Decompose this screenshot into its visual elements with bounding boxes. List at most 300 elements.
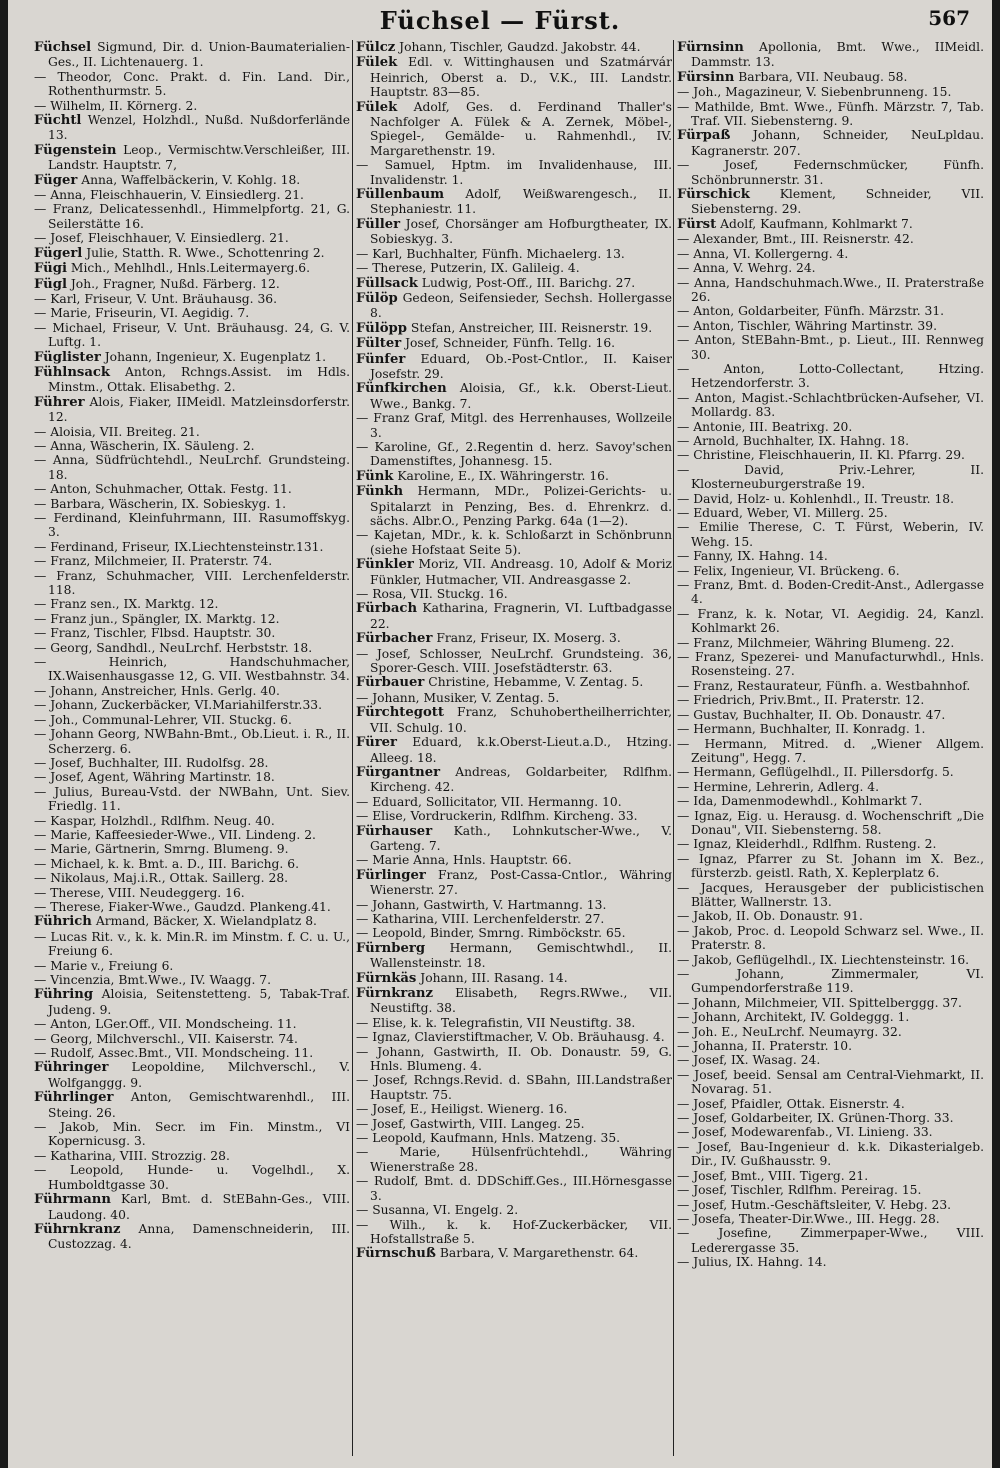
directory-entry: [677, 636, 984, 650]
page-number: 567: [928, 6, 970, 30]
entry-surname: Führmann: [34, 1192, 111, 1208]
entry-surname: Fülek: [356, 55, 398, 71]
entry-text: — Anna, VI. Kollergerng. 4.: [677, 246, 849, 261]
entry-text: — Jakob, Proc. d. Leopold Schwarz sel. Wwe., II. Praterstr. 8.: [677, 923, 984, 953]
directory-entry: [356, 1102, 672, 1116]
directory-entry: [34, 569, 350, 598]
entry-text: — Josef, Gastwirth, VIII. Langeg. 25.: [356, 1116, 585, 1131]
entry-text: — Franz, Milchmeier, Währing Blumeng. 22.: [677, 635, 955, 650]
directory-entry: [356, 1117, 672, 1131]
directory-entry: [356, 691, 672, 705]
entry-text: Edl. v. Wittinghausen und Szatmárvár Heinrich, Oberst a. D., V.K., III. Landstr. Hauptstr. 83—85.: [370, 55, 672, 100]
directory-entry: [677, 1212, 984, 1226]
entry-text: Franz, Post-Cassa-Cntlor., Währing Wienerstr. 27.: [370, 867, 672, 898]
directory-entry: [356, 1045, 672, 1074]
directory-entry: [677, 319, 984, 333]
directory-entry: [356, 484, 672, 528]
directory-entry: [34, 814, 350, 828]
entry-surname: Füchtl: [34, 113, 82, 129]
directory-entry: [34, 497, 350, 511]
column-divider: [352, 40, 353, 1456]
entry-text: — Barbara, Wäscherin, IX. Sobieskyg. 1.: [34, 496, 286, 511]
directory-entry: [677, 506, 984, 520]
directory-entry: [356, 40, 672, 55]
directory-entry: [356, 941, 672, 971]
entry-surname: Führnkranz: [34, 1221, 121, 1237]
entry-text: — Karl, Friseur, V. Unt. Bräuhausg. 36.: [34, 291, 278, 306]
directory-entry: [356, 158, 672, 187]
entry-surname: Fürschick: [677, 187, 750, 203]
column-divider: [673, 40, 674, 1456]
entry-text: — David, Holz- u. Kohlenhdl., II. Treustr. 18.: [677, 491, 955, 506]
directory-entry: [677, 650, 984, 679]
directory-entry: [677, 1226, 984, 1255]
entry-text: Johann, III. Rasang. 14.: [420, 970, 568, 985]
entry-surname: Fürlinger: [356, 867, 426, 883]
entry-text: Johann, Tischler, Gaudzd. Jakobstr. 44.: [399, 40, 641, 54]
directory-entry: [677, 967, 984, 996]
directory-entry: [34, 713, 350, 727]
directory-entry: [677, 40, 984, 70]
entry-text: — Josef, beeid. Sensal am Central-Viehmarkt, II. Novarag. 51.: [677, 1067, 984, 1097]
directory-entry: [34, 1032, 350, 1046]
entry-text: — Heinrich, Handschuhmacher, IX.Waisenhausgasse 12, G. VII. Westbahnstr. 34.: [34, 655, 350, 684]
entry-text: — Marie v., Freiung 6.: [34, 958, 174, 973]
directory-entry: [356, 411, 672, 440]
directory-entry: [356, 528, 672, 557]
entry-text: — Joh., Magazineur, V. Siebenbrunneng. 15.: [677, 85, 952, 100]
entry-text: — Josef, IX. Wasag. 24.: [677, 1053, 821, 1068]
entry-text: Anton, Gemischtwarenhdl., III. Steing. 26.: [48, 1090, 350, 1120]
entry-text: Adolf, Weißwarengesch., II. Stephaniestr. 11.: [370, 187, 672, 217]
entry-text: — Therese, VIII. Neudeggerg. 16.: [34, 885, 245, 900]
entry-text: — Josefine, Zimmerpaper-Wwe., VIII. Lederergasse 35.: [677, 1226, 984, 1255]
entry-text: Andreas, Goldarbeiter, Rdlfhm. Kircheng. 42.: [370, 764, 672, 795]
entry-surname: Fürgantner: [356, 764, 441, 780]
directory-entry: [34, 973, 350, 987]
entry-text: — Elise, k. k. Telegrafistin, VII Neustiftg. 38.: [356, 1015, 636, 1030]
entry-text: — Ignaz, Pfarrer zu St. Johann im X. Bez., fürsterzb. geistl. Rath, X. Keplerplatz 6.: [677, 851, 984, 881]
entry-surname: Füchsel: [34, 40, 92, 55]
entry-surname: Fülek: [356, 99, 398, 115]
directory-entry: [356, 247, 672, 261]
entry-text: Joh., Fragner, Nußd. Färberg. 12.: [70, 276, 280, 291]
entry-text: — Franz, Tischler, Flbsd. Hauptstr. 30.: [34, 626, 276, 641]
entry-surname: Fügerl: [34, 245, 83, 261]
entry-text: — Josef, Fleischhauer, V. Einsiedlerg. 21.: [34, 231, 289, 246]
directory-entry: [677, 765, 984, 779]
entry-text: — Josef, Tischler, Rdlfhm. Pereirag. 15.: [677, 1183, 922, 1198]
directory-entry: [677, 1169, 984, 1183]
entry-surname: Fühlnsack: [34, 364, 111, 380]
directory-entry: [34, 785, 350, 814]
entry-surname: Fürnsinn: [677, 40, 744, 55]
entry-text: — Susanna, VI. Engelg. 2.: [356, 1203, 519, 1218]
directory-entry: [34, 1120, 350, 1149]
entry-text: — Anton, StEBahn-Bmt., p. Lieut., III. Rennweg 30.: [677, 333, 984, 362]
directory-entry: [34, 871, 350, 885]
directory-entry: [34, 1046, 350, 1060]
entry-text: — Johann, Gastwirth, V. Hartmanng. 13.: [356, 897, 607, 912]
directory-entry: [34, 350, 350, 365]
entry-surname: Füllenbaum: [356, 187, 445, 203]
entry-text: — Rosa, VII. Stuckg. 16.: [356, 587, 508, 602]
entry-text: Adolf, Kaufmann, Kohlmarkt 7.: [720, 216, 913, 231]
entry-text: — Leopold, Binder, Smrng. Rimböckstr. 65.: [356, 926, 626, 941]
entry-text: Franz, Friseur, IX. Moserg. 3.: [436, 631, 621, 646]
entry-surname: Fünkh: [356, 484, 404, 500]
entry-text: — Rudolf, Assec.Bmt., VII. Mondscheing. 11.: [34, 1046, 314, 1061]
directory-entry: [34, 886, 350, 900]
entry-text: Alois, Fiaker, IIMeidl. Matzleinsdorferstr. 12.: [48, 394, 350, 425]
entry-surname: Fünfkirchen: [356, 381, 447, 397]
directory-entry: [356, 1246, 672, 1261]
directory-entry: [34, 70, 350, 99]
entry-text: — Karl, Buchhalter, Fünfh. Michaelerg. 13.: [356, 246, 625, 261]
directory-entry: [34, 857, 350, 871]
entry-text: — Eduard, Weber, VI. Millerg. 25.: [677, 506, 888, 520]
entry-text: — Anton, Schuhmacher, Ottak. Festg. 11.: [34, 482, 292, 497]
directory-entry: [677, 128, 984, 158]
directory-entry: [677, 1183, 984, 1197]
entry-text: — Karoline, Gf., 2.Regentin d. herz. Savoy'schen Damenstiftes, Johannesg. 15.: [356, 439, 672, 469]
entry-text: — Hermann, Mitred. d. „Wiener Allgem. Zeitung", Hegg. 7.: [677, 736, 984, 765]
directory-entry: [34, 914, 350, 929]
directory-entry: [356, 971, 672, 986]
entry-text: — Josef, Buchhalter, III. Rudolfsg. 28.: [34, 755, 269, 770]
directory-entry: [677, 1068, 984, 1097]
directory-entry: [356, 601, 672, 631]
entry-text: Johann, Schneider, NeuLpldau. Kagranerstr. 207.: [691, 128, 984, 158]
directory-entry: [677, 578, 984, 607]
directory-columns: [34, 40, 984, 1460]
entry-text: — Anton, LGer.Off., VII. Mondscheing. 11.: [34, 1017, 297, 1032]
directory-entry: [34, 959, 350, 973]
directory-entry: [356, 868, 672, 898]
entry-text: Anna, Damenschneiderin, III. Custozzag. 4.: [48, 1221, 350, 1252]
entry-text: — Mathilde, Bmt. Wwe., Fünfh. Märzstr. 7, Tab. Traf. VII. Siebensterng. 9.: [677, 99, 984, 129]
directory-entry: [34, 1163, 350, 1192]
entry-text: — Kajetan, MDr., k. k. Schloßarzt in Schönbrunn (siehe Hofstaat Seite 5).: [356, 528, 672, 557]
directory-entry: [356, 336, 672, 351]
entry-text: — Marie, Friseurin, VI. Aegidig. 7.: [34, 306, 250, 321]
entry-text: — Josef, Bau-Ingenieur d. k.k. Dikasterialgeb. Dir., IV. Gußhausstr. 9.: [677, 1139, 984, 1169]
entry-text: Aloisia, Seitenstetteng. 5, Tabak-Traf. Judeng. 9.: [48, 987, 350, 1017]
directory-entry: [34, 987, 350, 1017]
entry-text: — Josefa, Theater-Dir.Wwe., III. Hegg. 28.: [677, 1211, 940, 1226]
directory-entry: [34, 511, 350, 540]
directory-entry: [356, 217, 672, 247]
directory-entry: [356, 557, 672, 587]
entry-text: — Jakob, Geflügelhdl., IX. Liechtensteinstr. 16.: [677, 952, 970, 967]
directory-entry: [356, 187, 672, 217]
entry-text: — Johann Georg, NWBahn-Bmt., Ob.Lieut. i. R., II. Scherzerg. 6.: [34, 727, 350, 756]
directory-entry: [677, 909, 984, 923]
entry-surname: Führer: [34, 394, 85, 410]
entry-text: — Leopold, Kaufmann, Hnls. Matzeng. 35.: [356, 1131, 621, 1146]
entry-surname: Fürbacher: [356, 631, 433, 647]
entry-surname: Führlinger: [34, 1090, 114, 1106]
directory-entry: [34, 626, 350, 640]
entry-text: — Ignaz, Kleiderhdl., Rdlfhm. Rusteng. 2.: [677, 837, 937, 852]
directory-entry: [677, 852, 984, 881]
directory-entry: [356, 440, 672, 469]
entry-text: — Georg, Milchverschl., VII. Kaiserstr. 74.: [34, 1031, 298, 1046]
entry-text: — Samuel, Hptm. im Invalidenhause, III. Invalidenstr. 1.: [356, 158, 672, 187]
directory-entry: [356, 675, 672, 690]
column-1: [34, 40, 350, 1460]
directory-entry: [34, 40, 350, 70]
column-2: [356, 40, 672, 1460]
directory-entry: [677, 100, 984, 129]
entry-text: — Arnold, Buchhalter, IX. Hahng. 18.: [677, 433, 909, 448]
entry-text: Elisabeth, Regrs.RWwe., VII. Neustiftg. 38.: [370, 986, 672, 1016]
directory-entry: [677, 276, 984, 305]
directory-entry: [34, 1192, 350, 1222]
entry-text: Josef, Chorsänger am Hofburgtheater, IX. Sobieskyg. 3.: [370, 216, 672, 247]
entry-text: — Kaspar, Holzhdl., Rdlfhm. Neug. 40.: [34, 813, 275, 828]
directory-entry: [677, 1198, 984, 1212]
directory-entry: [34, 321, 350, 350]
entry-text: Barbara, V. Margarethenstr. 64.: [439, 1246, 639, 1261]
entry-surname: Fünkler: [356, 557, 414, 573]
entry-text: — Lucas Rit. v., k. k. Min.R. im Minstm. f. C. u. U., Freiung 6.: [34, 929, 350, 959]
entry-text: Kath., Lohnkutscher-Wwe., V. Garteng. 7.: [370, 823, 672, 853]
directory-entry: [677, 1125, 984, 1139]
entry-surname: Füglister: [34, 349, 101, 365]
entry-surname: Füller: [356, 216, 401, 232]
entry-text: Hermann, Gemischtwhdl., II. Wallensteinstr. 18.: [370, 940, 672, 971]
directory-entry: [356, 469, 672, 484]
entry-surname: Fürnschuß: [356, 1246, 436, 1262]
entry-text: — Alexander, Bmt., III. Reisnerstr. 42.: [677, 232, 914, 247]
entry-text: Wenzel, Holzhdl., Nußd. Nußdorferlände 13.: [48, 113, 350, 143]
directory-entry: [34, 453, 350, 482]
entry-text: Josef, Schneider, Fünfh. Tellg. 16.: [405, 336, 616, 351]
directory-entry: [356, 705, 672, 735]
entry-text: Moriz, VII. Andreasg. 10, Adolf & Moriz Fünkler, Hutmacher, VII. Andreasgasse 2.: [370, 557, 672, 587]
directory-entry: [34, 698, 350, 712]
entry-text: — Johann, Anstreicher, Hnls. Gerlg. 40.: [34, 683, 280, 698]
entry-text: — Josef, Bmt., VIII. Tigerg. 21.: [677, 1168, 869, 1183]
entry-text: — Josef, Hutm.-Geschäftsleiter, V. Hebg. 23.: [677, 1197, 952, 1212]
directory-entry: [677, 85, 984, 99]
entry-text: — Anna, Wäscherin, IX. Säuleng. 2.: [34, 438, 255, 453]
directory-entry: [677, 333, 984, 362]
entry-text: — Johann, Milchmeier, VII. Spittelberggg. 37.: [677, 995, 962, 1010]
entry-text: — Antonie, III. Beatrixg. 20.: [677, 419, 853, 434]
entry-text: — Anna, Südfrüchtehdl., NeuLrchf. Grundsteing. 18.: [34, 453, 350, 482]
entry-surname: Fürchtegott: [356, 705, 444, 721]
directory-entry: [677, 1097, 984, 1111]
entry-text: — Johann, Zimmermaler, VI. Gumpendorferstraße 119.: [677, 967, 984, 996]
entry-surname: Führich: [34, 914, 92, 930]
directory-entry: [34, 756, 350, 770]
entry-text: — Marie, Hülsenfrüchtehdl., Währing Wienerstraße 28.: [356, 1145, 672, 1174]
entry-text: — Ida, Damenmodewhdl., Kohlmarkt 7.: [677, 794, 923, 809]
directory-entry: [356, 352, 672, 382]
entry-text: Leop., Vermischtw.Verschleißer, III. Landstr. Hauptstr. 7,: [48, 142, 350, 173]
entry-surname: Fürsinn: [677, 69, 735, 85]
directory-entry: [356, 55, 672, 99]
entry-text: — Franz jun., Spängler, IX. Marktg. 12.: [34, 611, 280, 626]
directory-entry: [677, 708, 984, 722]
directory-entry: [34, 113, 350, 143]
directory-entry: [34, 439, 350, 453]
entry-text: Sigmund, Dir. d. Union-Baumaterialien-Ges., II. Lichtenauerg. 1.: [48, 40, 350, 70]
directory-entry: [677, 996, 984, 1010]
directory-page: [8, 0, 992, 1468]
entry-surname: Fürnkäs: [356, 970, 417, 986]
entry-text: — Josef, Modewarenfab., VI. Linieng. 33.: [677, 1125, 933, 1140]
entry-text: — Michael, Friseur, V. Unt. Bräuhausg. 24, G. V. Luftg. 1.: [34, 320, 350, 350]
entry-surname: Fürst: [677, 216, 717, 232]
entry-text: — Josef, Goldarbeiter, IX. Grünen-Thorg. 33.: [677, 1111, 954, 1126]
entry-text: Franz, Schuhobertheilherrichter, VII. Schulg. 10.: [370, 705, 672, 735]
entry-text: Ludwig, Post-Off., III. Barichg. 27.: [421, 275, 636, 290]
entry-text: — Christine, Fleischhauerin, II. Kl. Pfarrg. 29.: [677, 448, 965, 463]
entry-text: — Franz, k. k. Notar, VI. Aegidig. 24, Kanzl. Kohlmarkt 26.: [677, 606, 984, 636]
entry-text: — Franz, Delicatessenhdl., Himmelpfortg. 21, G. Seilerstätte 16.: [34, 202, 350, 231]
entry-text: — Wilhelm, II. Körnerg. 2.: [34, 98, 198, 113]
directory-entry: [677, 304, 984, 318]
directory-entry: [356, 809, 672, 823]
directory-entry: [34, 641, 350, 655]
directory-entry: [677, 607, 984, 636]
directory-entry: [356, 898, 672, 912]
entry-text: Gedeon, Seifensieder, Sechsh. Hollergasse 8.: [370, 290, 672, 321]
entry-text: — Franz, Spezerei- und Manufacturwhdl., Hnls. Rosensteing. 27.: [677, 650, 984, 679]
entry-text: — Ferdinand, Friseur, IX.Liechtensteinstr.131.: [34, 539, 324, 554]
entry-text: Leopoldine, Milchverschl., V. Wolfganggg. 9.: [48, 1060, 350, 1090]
entry-text: — Michael, k. k. Bmt. a. D., III. Barichg. 6.: [34, 856, 299, 871]
directory-entry: [356, 291, 672, 321]
entry-text: Klement, Schneider, VII. Siebensterng. 29.: [691, 187, 984, 217]
entry-text: Julie, Statth. R. Wwe., Schottenring 2.: [86, 245, 325, 260]
directory-entry: [677, 794, 984, 808]
entry-text: Apollonia, Bmt. Wwe., IIMeidl. Dammstr. 13.: [691, 40, 984, 70]
entry-text: Eduard, k.k.Oberst-Lieut.a.D., Htzing. Alleeg. 18.: [370, 735, 672, 765]
entry-text: Mich., Mehlhdl., Hnls.Leitermayerg.6.: [70, 261, 310, 276]
directory-entry: [677, 549, 984, 563]
entry-surname: Fürpaß: [677, 128, 731, 144]
entry-text: — Vincenzia, Bmt.Wwe., IV. Waagg. 7.: [34, 973, 272, 987]
directory-entry: [356, 1030, 672, 1044]
entry-text: — Franz, Restaurateur, Fünfh. a. Westbahnhof.: [677, 678, 971, 693]
directory-entry: [677, 1053, 984, 1067]
entry-text: Christine, Hebamme, V. Zentag. 5.: [428, 675, 644, 690]
entry-text: — Franz Graf, Mitgl. des Herrenhauses, Wollzeile 3.: [356, 411, 672, 440]
entry-text: — Anna, Fleischhauerin, V. Einsiedlerg. 21.: [34, 188, 304, 203]
entry-text: Stefan, Anstreicher, III. Reisnerstr. 19.: [410, 320, 653, 335]
directory-entry: [34, 1222, 350, 1252]
entry-text: — Josef, Schlosser, NeuLrchf. Grundsteing. 36, Sporer-Gesch. VIII. Josefstädterstr. 63.: [356, 646, 672, 676]
entry-surname: Fünfer: [356, 351, 406, 367]
entry-text: — Johann, Musiker, V. Zentag. 5.: [356, 690, 560, 705]
directory-entry: [34, 425, 350, 439]
entry-text: Katharina, Fragnerin, VI. Luftbadgasse 22.: [370, 601, 672, 631]
directory-entry: [677, 780, 984, 794]
directory-entry: [356, 986, 672, 1016]
entry-text: Adolf, Ges. d. Ferdinand Thaller's Nachfolger A. Fülek & A. Zernek, Möbel-, Spiegel-, Gemälde- u. Rahmenhdl., IV. Margarethenstr. 19.: [370, 99, 672, 158]
directory-entry: [356, 321, 672, 336]
entry-text: — Johann, Architekt, IV. Goldeggg. 1.: [677, 1010, 910, 1025]
directory-entry: [34, 173, 350, 188]
directory-entry: [677, 722, 984, 736]
entry-surname: Fürnkranz: [356, 986, 433, 1001]
entry-text: — Elise, Vordruckerin, Rdlfhm. Kircheng. 33.: [356, 809, 638, 824]
entry-text: Anton, Rchngs.Assist. im Hdls. Minstm., Ottak. Elisabethg. 2.: [48, 364, 350, 395]
entry-text: — Julius, IX. Hahng. 14.: [677, 1255, 827, 1270]
entry-text: — Wilh., k. k. Hof-Zuckerbäcker, VII. Hofstallstraße 5.: [356, 1217, 672, 1246]
directory-entry: [34, 655, 350, 684]
directory-entry: [677, 953, 984, 967]
entry-text: — Rudolf, Bmt. d. DDSchiff.Ges., III.Hörnesgasse 3.: [356, 1174, 672, 1203]
directory-entry: [34, 1149, 350, 1163]
entry-text: — Marie Anna, Hnls. Hauptstr. 66.: [356, 853, 572, 868]
directory-entry: [677, 837, 984, 851]
directory-entry: [34, 612, 350, 626]
directory-entry: [356, 765, 672, 795]
entry-surname: Fülöpp: [356, 320, 407, 336]
directory-entry: [356, 381, 672, 411]
entry-text: — David, Priv.-Lehrer, II. Klosterneuburgerstraße 19.: [677, 462, 984, 492]
entry-surname: Fülter: [356, 336, 402, 352]
entry-surname: Fünk: [356, 468, 394, 484]
directory-entry: [677, 362, 984, 391]
entry-text: — Julius, Bureau-Vstd. der NWBahn, Unt. Siev. Friedlg. 11.: [34, 784, 350, 814]
directory-entry: [356, 647, 672, 676]
directory-entry: [677, 1140, 984, 1169]
entry-text: — Johanna, II. Praterstr. 10.: [677, 1039, 853, 1054]
directory-entry: [677, 693, 984, 707]
directory-entry: [356, 261, 672, 275]
directory-entry: [677, 881, 984, 910]
directory-entry: [356, 276, 672, 291]
directory-entry: [677, 1255, 984, 1269]
entry-text: — Josef, Federnschmücker, Fünfh. Schönbrunnerstr. 31.: [677, 158, 984, 187]
entry-text: — Anna, Handschuhmach.Wwe., II. Praterstraße 26.: [677, 275, 984, 304]
directory-entry: [34, 597, 350, 611]
directory-entry: [356, 1145, 672, 1174]
directory-entry: [34, 292, 350, 306]
entry-text: Johann, Ingenieur, X. Eugenplatz 1.: [104, 349, 327, 364]
entry-text: — Ignaz, Clavierstiftmacher, V. Ob. Bräuhausg. 4.: [356, 1030, 665, 1045]
directory-entry: [677, 391, 984, 420]
directory-entry: [356, 824, 672, 854]
entry-text: — Aloisia, VII. Breiteg. 21.: [34, 424, 200, 439]
directory-entry: [34, 727, 350, 756]
directory-entry: [34, 540, 350, 554]
directory-entry: [677, 1010, 984, 1024]
entry-surname: Fürnberg: [356, 940, 426, 956]
directory-entry: [34, 202, 350, 231]
entry-text: — Josef, Rchngs.Revid. d. SBahn, III.Landstraßer Hauptstr. 75.: [356, 1073, 672, 1102]
entry-text: — Anton, Lotto-Collectant, Htzing. Hetzendorferstr. 3.: [677, 361, 984, 391]
entry-text: — Anton, Goldarbeiter, Fünfh. Märzstr. 31.: [677, 304, 945, 319]
directory-entry: [677, 187, 984, 217]
entry-text: Anna, Waffelbäckerin, V. Kohlg. 18.: [81, 172, 301, 187]
entry-text: — Jacques, Herausgeber der publicistischen Blätter, Wallnerstr. 13.: [677, 880, 984, 909]
entry-text: — Emilie Therese, C. T. Fürst, Weberin, IV. Wehg. 15.: [677, 520, 984, 549]
entry-text: — Nikolaus, Maj.i.R., Ottak. Saillerg. 28.: [34, 871, 289, 886]
entry-text: — Fanny, IX. Hahng. 14.: [677, 549, 828, 564]
directory-entry: [677, 1111, 984, 1125]
directory-entry: [677, 809, 984, 838]
directory-entry: [356, 587, 672, 601]
directory-entry: [356, 1203, 672, 1217]
entry-text: — Friedrich, Priv.Bmt., II. Praterstr. 12.: [677, 693, 925, 708]
